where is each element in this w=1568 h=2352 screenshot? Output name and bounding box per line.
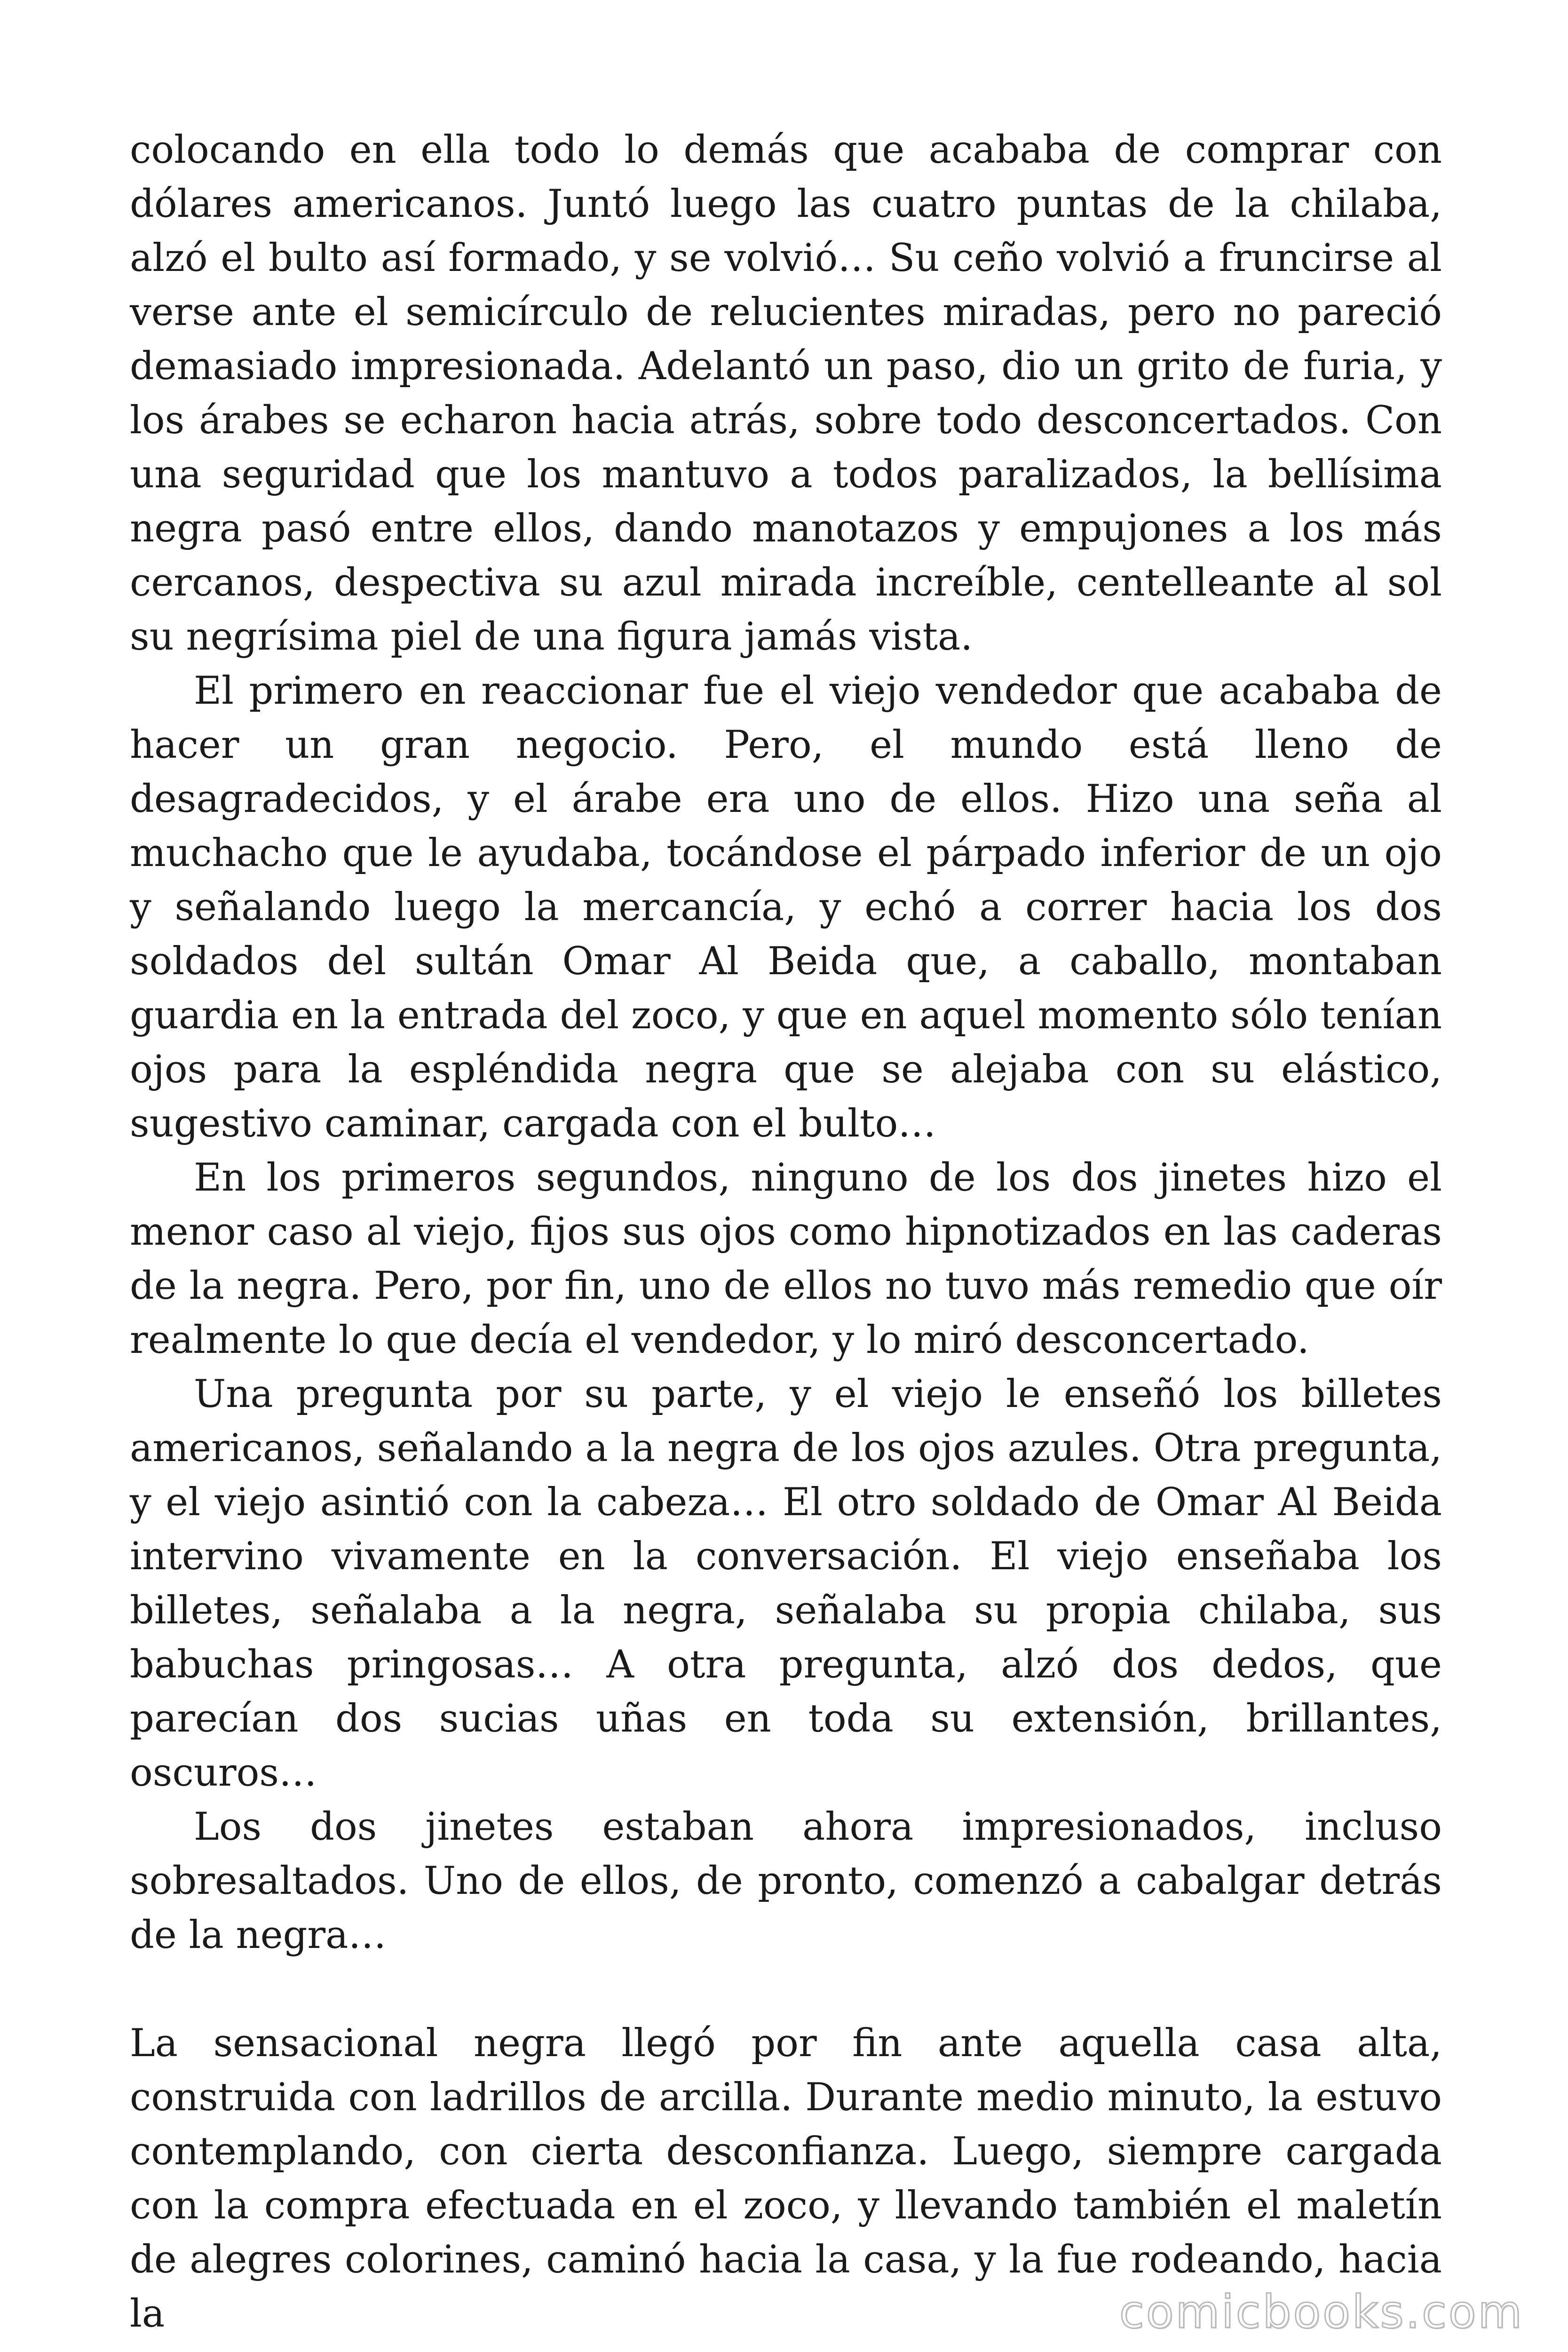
paragraph-3: En los primeros segundos, ninguno de los dos jinetes hizo el menor caso al viejo, fijos sus ojos como hipnotizados en las caderas de la negra. Pero, por fin, uno de ellos no tuvo más remedio que oír realmente lo que decía el vendedor, y lo miró desconcertado. xyxy=(130,1156,1442,1362)
paragraph-5: Los dos jinetes estaban ahora impresionados, incluso sobresaltados. Uno de ellos, de pronto, comenzó a cabalgar detrás de la negra… xyxy=(130,1805,1442,1957)
paragraph-6: La sensacional negra llegó por fin ante aquella casa alta, construida con ladrillos de arcilla. Durante medio minuto, la estuvo contemplando, con cierta desconfianza. Luego, siempre cargada con la compra efectuada en el zoco, y llevando también el maletín de alegres colorines, caminó hacia la casa, y la fue rodeando, hacia la xyxy=(130,2021,1442,2336)
watermark-logo: comicbooks.com xyxy=(1119,2286,1524,2338)
page-text xyxy=(130,123,1442,2341)
paragraph-2: El primero en reaccionar fue el viejo vendedor que acababa de hacer un gran negocio. Pero, el mundo está lleno de desagradecidos, y el árabe era uno de ellos. Hizo una seña al muchacho que le ayudaba, tocándose el párpado inferior de un ojo y señalando luego la mercancía, y echó a correr hacia los dos soldados del sultán Omar Al Beida que, a caballo, montaban guardia en la entrada del zoco, y que en aquel momento sólo tenían ojos para la espléndida negra que se alejaba con su elástico, sugestivo caminar, cargada con el bulto… xyxy=(130,669,1442,1146)
paragraph-1: colocando en ella todo lo demás que acababa de comprar con dólares americanos. Juntó luego las cuatro puntas de la chilaba, alzó el bulto así formado, y se volvió… Su ceño volvió a fruncirse al verse ante el semicírculo de relucientes miradas, pero no pareció demasiado impresionada. Adelantó un paso, dio un grito de furia, y los árabes se echaron hacia atrás, sobre todo desconcertados. Con una seguridad que los mantuvo a todos paralizados, la bellísima negra pasó entre ellos, dando manotazos y empujones a los más cercanos, despectiva su azul mirada increíble, centelleante al sol su negrísima piel de una figura jamás vista. xyxy=(130,128,1442,659)
paragraph-4: Una pregunta por su parte, y el viejo le enseñó los billetes americanos, señalando a la negra de los ojos azules. Otra pregunta, y el viejo asintió con la cabeza… El otro soldado de Omar Al Beida intervino vivamente en la conversación. El viejo enseñaba los billetes, señalaba a la negra, señalaba su propia chilaba, sus babuchas pringosas… A otra pregunta, alzó dos dedos, que parecían dos sucias uñas en toda su extensión, brillantes, oscuros… xyxy=(130,1372,1442,1795)
